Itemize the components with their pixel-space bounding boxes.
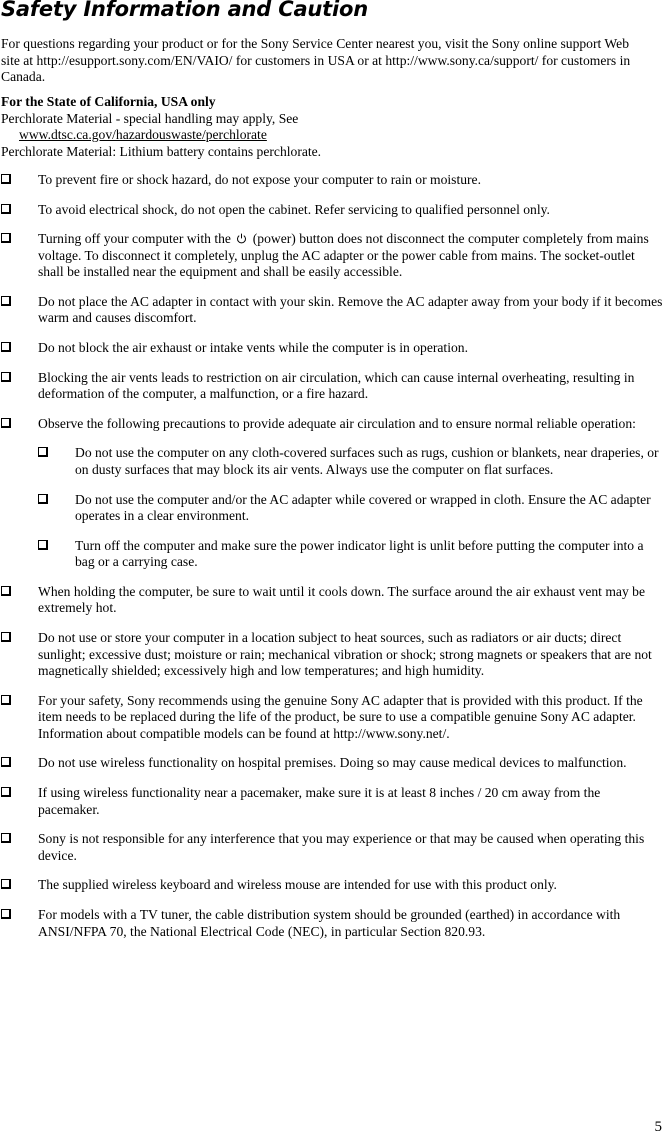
list-item-text: Do not use or store your computer in a location subject to heat sources, such as radiators or air ducts; direct sunlight; excessive dust; moisture or rain; mechanical vibration or shock; strong magnets or speakers that are not magnetically shielded; excessively high and low temperatures; and high humidity. <box>38 629 652 679</box>
checkbox-bullet-icon <box>38 447 48 457</box>
list-item-text: Sony is not responsible for any interference that you may experience or that may be caused when operating this device. <box>38 831 645 863</box>
sub-list-item-text: Do not use the computer and/or the AC adapter while covered or wrapped in cloth. Ensure the AC adapter operates in a clear environment. <box>75 491 651 524</box>
perchlorate-link[interactable]: www.dtsc.ca.gov/hazardouswaste/perchlorate <box>19 127 267 143</box>
list-item <box>0 370 666 403</box>
list-item <box>0 755 666 772</box>
checkbox-bullet-icon <box>1 204 11 214</box>
sub-list-item <box>0 492 666 525</box>
checkbox-bullet-icon <box>1 632 11 642</box>
list-item-text: Do not place the AC adapter in contact with your skin. Remove the AC adapter away from your body if it becomes warm and causes discomfort. <box>38 293 663 326</box>
checkbox-bullet-icon <box>1 833 11 843</box>
page-number: 5 <box>654 1119 662 1135</box>
california-heading: For the State of California, USA only <box>1 94 216 109</box>
list-item-text: The supplied wireless keyboard and wireless mouse are intended for use with this product only. <box>38 877 557 893</box>
list-item <box>0 231 666 281</box>
safety-list <box>0 172 666 953</box>
list-item-text: Observe the following precautions to provide adequate air circulation and to ensure normal reliable operation: <box>38 415 636 431</box>
list-item <box>0 202 666 219</box>
list-item <box>0 584 666 617</box>
list-item-text: Blocking the air vents leads to restriction on air circulation, which can cause internal overheating, resulting in deformation of the computer, a malfunction, or a fire hazard. <box>38 369 635 402</box>
checkbox-bullet-icon <box>1 909 11 919</box>
list-item <box>0 630 666 680</box>
list-item <box>0 907 666 940</box>
checkbox-bullet-icon <box>1 372 11 382</box>
page-title: Safety Information and Caution <box>1 0 368 21</box>
list-item <box>0 877 666 894</box>
checkbox-bullet-icon <box>1 879 11 889</box>
sub-list-item <box>0 445 666 478</box>
checkbox-bullet-icon <box>1 418 11 428</box>
list-item-text-before: Turning off your computer with the <box>38 231 231 247</box>
list-item-text: To avoid electrical shock, do not open the cabinet. Refer servicing to qualified personnel only. <box>38 201 550 217</box>
california-notice <box>1 94 651 160</box>
list-item <box>0 831 666 864</box>
list-item <box>0 416 666 433</box>
perchlorate-line: Perchlorate Material - special handling may apply, See <box>1 110 299 126</box>
sub-list-item <box>0 538 666 571</box>
checkbox-bullet-icon <box>1 586 11 596</box>
list-item <box>0 785 666 818</box>
sub-list-item-text: Do not use the computer on any cloth-covered surfaces such as rugs, cushion or blankets, near draperies, or on dusty surfaces that may block its air vents. Always use the computer on flat surfaces. <box>75 445 659 477</box>
checkbox-bullet-icon <box>1 342 11 352</box>
checkbox-bullet-icon <box>1 787 11 797</box>
intro-paragraph: For questions regarding your product or for the Sony Service Center nearest you, visit the Sony online support Web site at http://esupport.sony.com/EN/VAIO/ for customers in USA or at http://www.sony.ca/support/ for customers in Canada. <box>1 36 631 85</box>
checkbox-bullet-icon <box>1 757 11 767</box>
checkbox-bullet-icon <box>1 174 11 184</box>
list-item-text: When holding the computer, be sure to wait until it cools down. The surface around the air exhaust vent may be extremely hot. <box>38 583 645 616</box>
list-item-text: Do not use wireless functionality on hospital premises. Doing so may cause medical devices to malfunction. <box>38 755 627 771</box>
checkbox-bullet-icon <box>1 296 11 306</box>
list-item-text: If using wireless functionality near a pacemaker, make sure it is at least 8 inches / 20 cm away from the pacemaker. <box>38 785 601 817</box>
list-item-text-after: (power) button does not disconnect the computer completely from mains voltage. To disconnect it completely, unplug the AC adapter or the power cable from mains. The socket-outlet shall be installed near the equipment and shall be easily accessible. <box>38 231 649 280</box>
list-item-text: For models with a TV tuner, the cable distribution system should be grounded (earthed) in accordance with ANSI/NFPA 70, the National Electrical Code (NEC), in particular Section 820.93. <box>38 906 621 939</box>
checkbox-bullet-icon <box>1 233 11 243</box>
power-icon <box>236 233 247 244</box>
checkbox-bullet-icon <box>1 695 11 705</box>
checkbox-bullet-icon <box>38 494 48 504</box>
perchlorate-statement: Perchlorate Material: Lithium battery contains perchlorate. <box>1 143 322 159</box>
list-item <box>0 294 666 327</box>
list-item <box>0 340 666 357</box>
list-item <box>0 172 666 189</box>
list-item <box>0 693 666 743</box>
list-item-text: For your safety, Sony recommends using the genuine Sony AC adapter that is provided with this product. If the item needs to be replaced during the life of the product, be sure to use a compatible genuine Sony AC adapter. Information about compatible models can be found at http://www.sony.net/. <box>38 692 643 741</box>
list-item-text: To prevent fire or shock hazard, do not expose your computer to rain or moisture. <box>38 172 481 187</box>
list-item-text: Do not block the air exhaust or intake vents while the computer is in operation. <box>38 340 468 356</box>
sub-list-item-text: Turn off the computer and make sure the power indicator light is unlit before putting the computer into a bag or a carrying case. <box>75 537 644 570</box>
checkbox-bullet-icon <box>38 540 48 550</box>
